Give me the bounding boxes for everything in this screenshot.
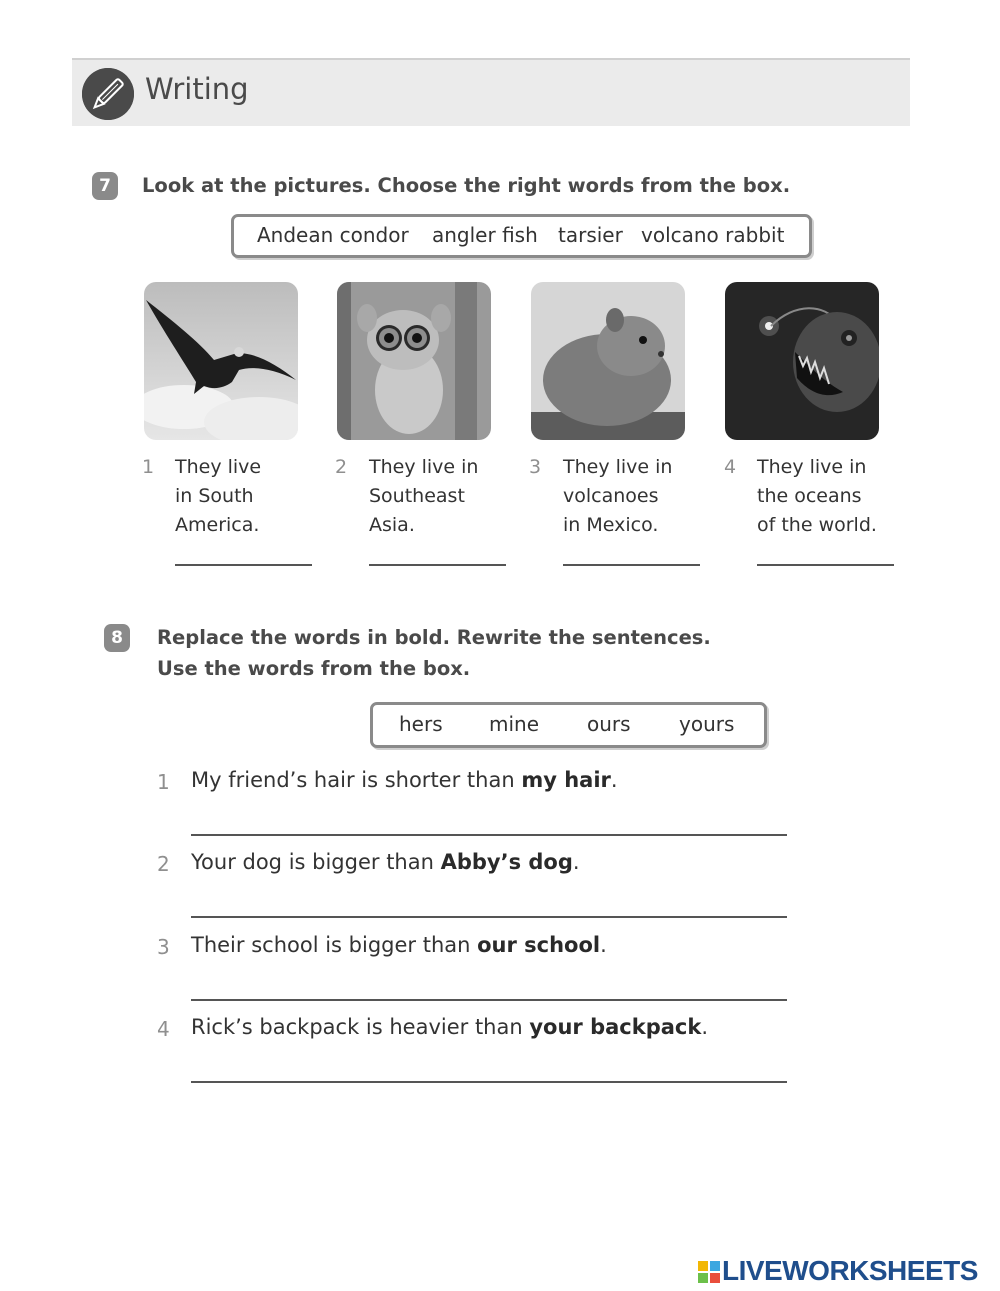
exercise-8-instruction-line1: Replace the words in bold. Rewrite the sentences. [157,626,711,649]
sentence-text: Your dog is bigger than Abby’s dog. [191,850,580,874]
exercise-7-badge: 7 [92,172,118,200]
card-number: 2 [335,456,348,478]
exercise-8-instruction-line2: Use the words from the box. [157,657,471,680]
word-box-item: hers [399,712,443,736]
sentence-number: 4 [157,1017,170,1041]
sentence-number: 3 [157,935,170,959]
liveworksheets-logo-icon [698,1261,720,1283]
liveworksheets-logo[interactable]: LIVEWORKSHEETS [722,1255,978,1286]
word-box-item: angler fish [432,223,538,247]
answer-line[interactable] [175,564,312,566]
pen-icon [82,68,134,120]
card-text: They live in South America. [175,456,262,536]
condor-photo [144,282,298,440]
anglerfish-photo [725,282,879,440]
bold-phrase: Abby’s dog [440,850,573,874]
word-box-item: yours [679,712,735,736]
sentence-text: My friend’s hair is shorter than my hair. [191,768,618,792]
bold-phrase: your backpack [529,1015,702,1039]
rewrite-line[interactable] [191,834,787,836]
card-number: 3 [529,456,542,478]
rabbit-photo [531,282,685,440]
card-number: 1 [142,456,155,478]
answer-line[interactable] [563,564,700,566]
sentence-text: Rick’s backpack is heavier than your backpack. [191,1015,709,1039]
rewrite-line[interactable] [191,1081,787,1083]
sentence-number: 1 [157,770,170,794]
rewrite-line[interactable] [191,999,787,1001]
card-number: 4 [724,456,737,478]
card-text: They live in the oceans of the world. [757,456,877,536]
word-box-item: tarsier [558,223,623,247]
rewrite-line[interactable] [191,916,787,918]
word-box-item: Andean condor [257,223,409,247]
bold-phrase: our school [477,933,601,957]
answer-line[interactable] [369,564,506,566]
word-box-item: volcano rabbit [641,223,785,247]
card-text: They live in volcanoes in Mexico. [563,456,673,536]
word-box-item: mine [489,712,540,736]
card-text: They live in Southeast Asia. [369,456,479,536]
sentence-number: 2 [157,852,170,876]
exercise-7-instruction: Look at the pictures. Choose the right words from the box. [142,174,791,197]
sentence-text: Their school is bigger than our school. [191,933,607,957]
exercise-8-badge: 8 [104,624,130,652]
bold-phrase: my hair [521,768,611,792]
word-box-item: ours [587,712,631,736]
tarsier-photo [337,282,491,440]
section-title: Writing [145,72,249,106]
answer-line[interactable] [757,564,894,566]
